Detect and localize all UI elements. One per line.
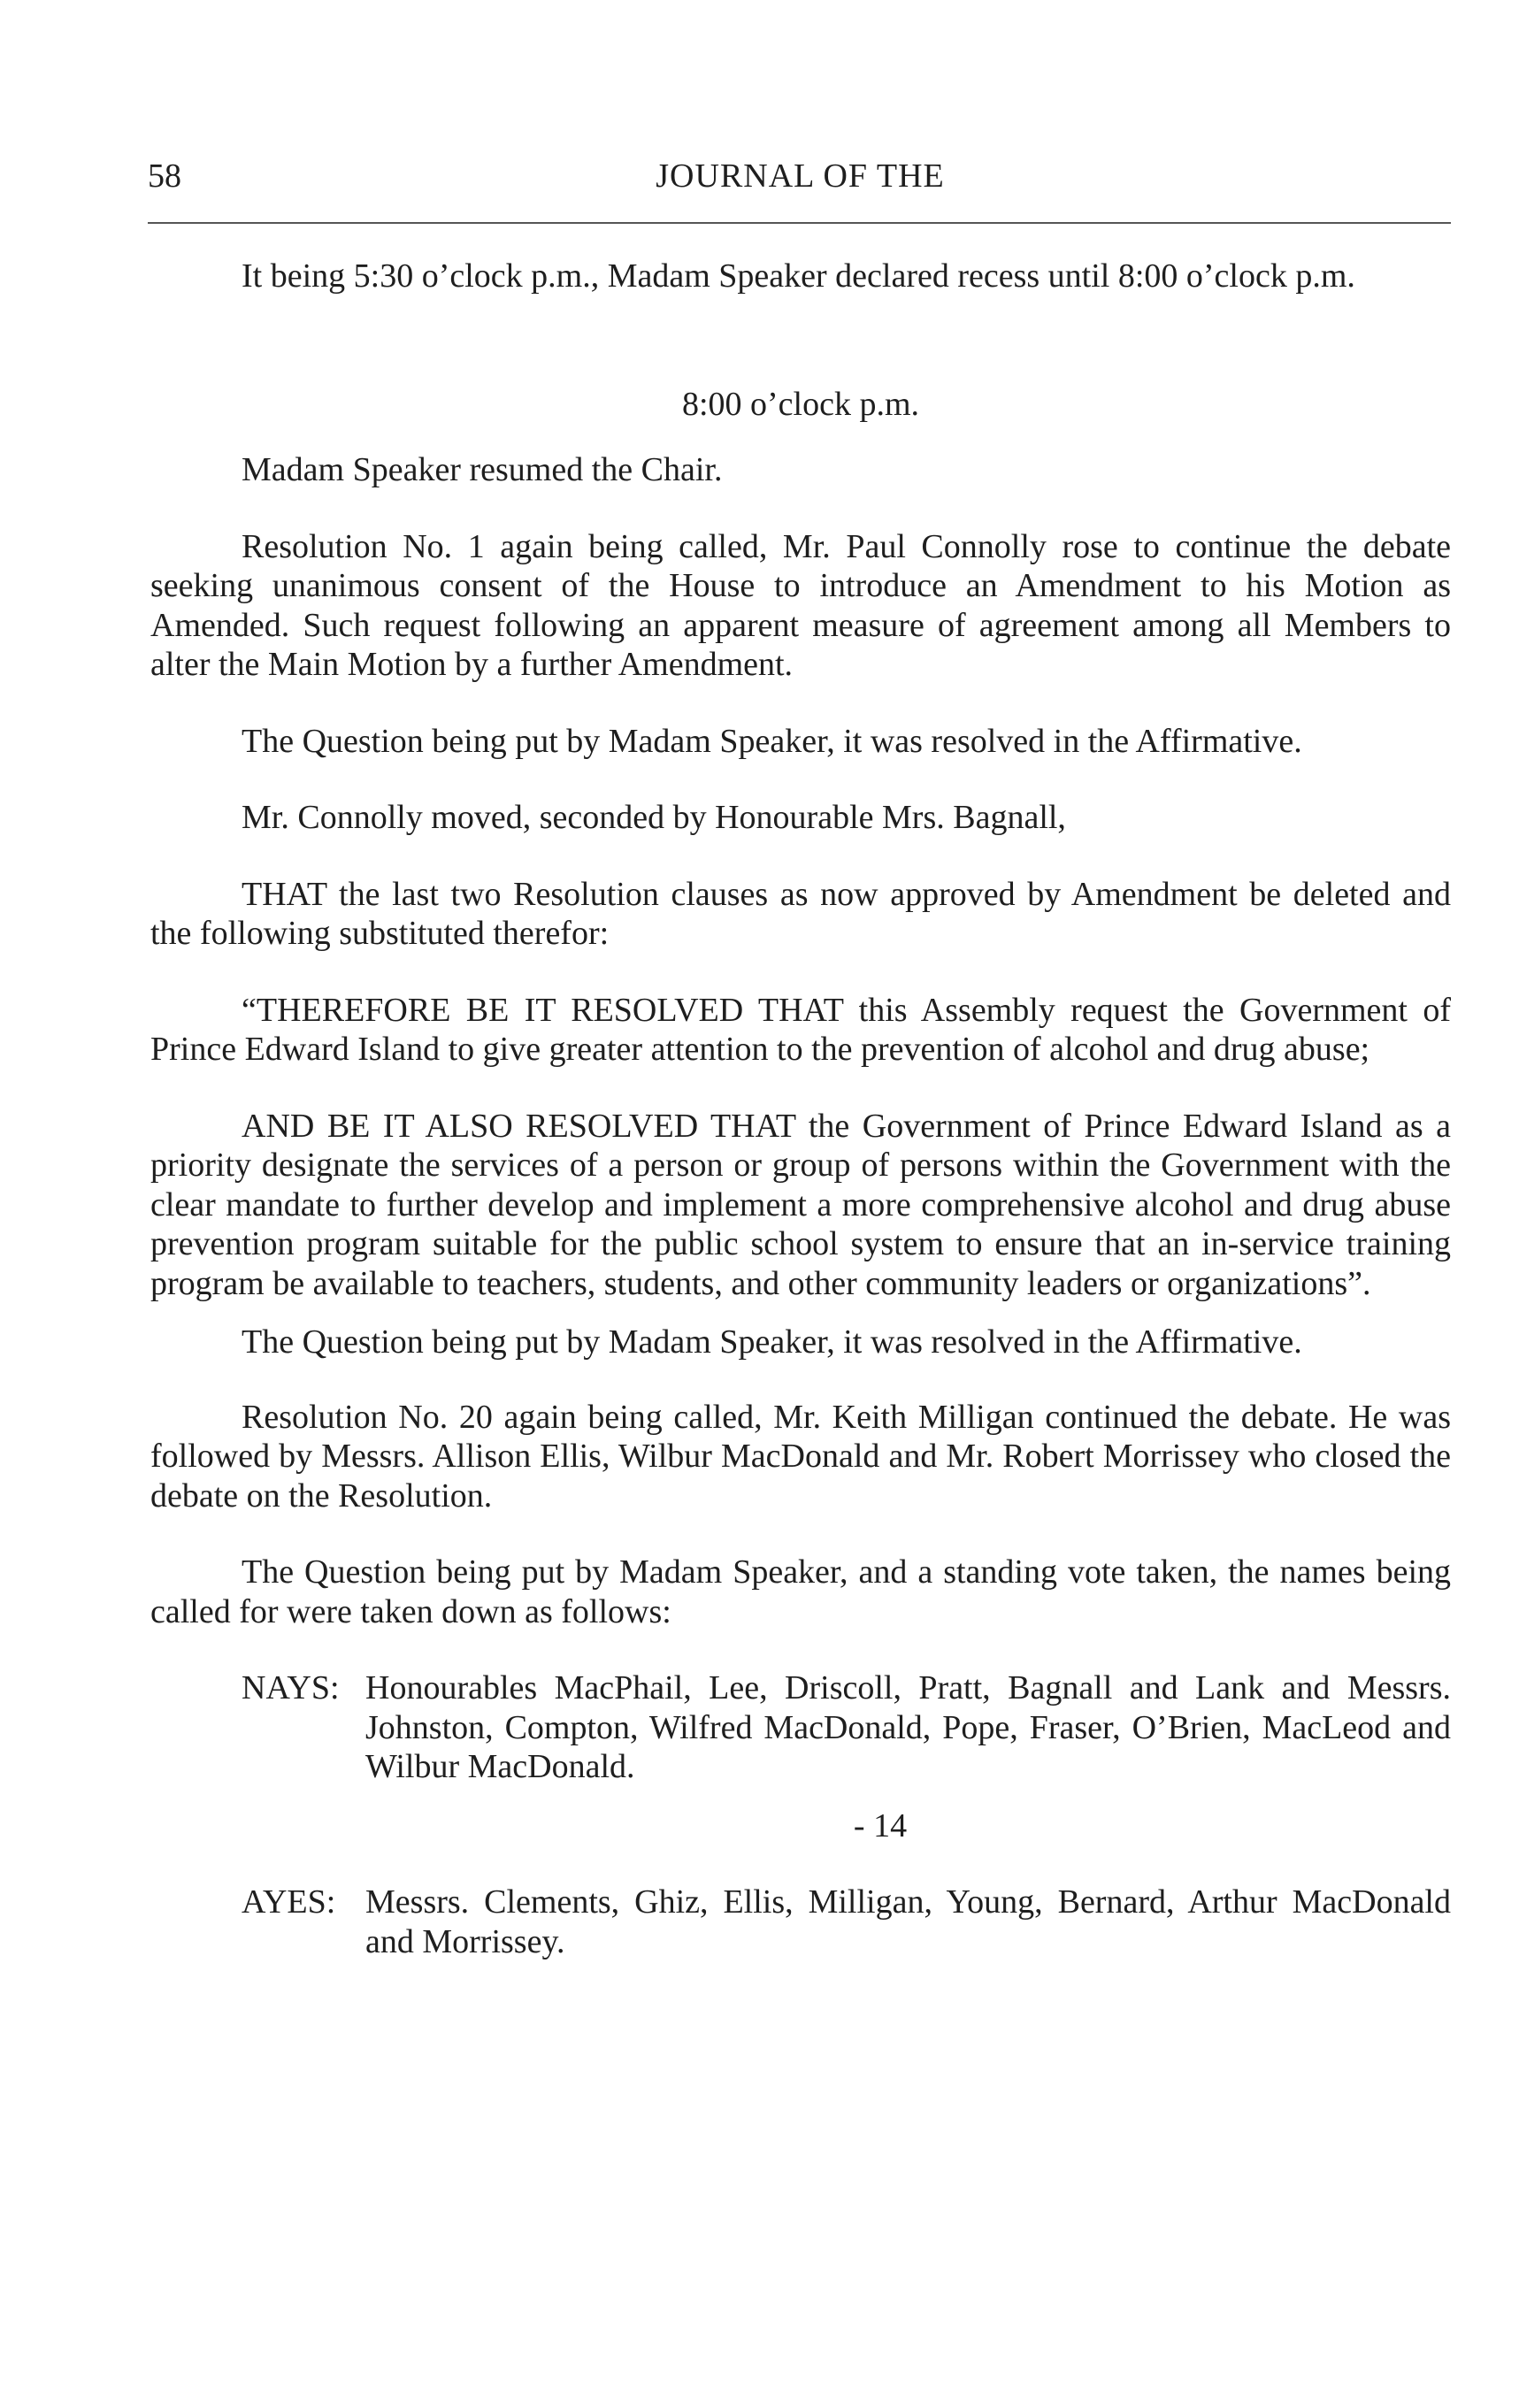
nays-label: NAYS: [242, 1669, 340, 1706]
therefore-clause-paragraph: “THEREFORE BE IT RESOLVED THAT this Assembly request the Government of Prince Edward Island to give greater attention to the prevention of alcohol and drug abuse; [150, 991, 1451, 1068]
ayes-label: AYES: [242, 1883, 336, 1921]
resolution-20-paragraph: Resolution No. 20 again being called, Mr. Keith Milligan continued the debate. He was followed by Messrs. Allison Ellis, Wilbur MacDonald and Mr. Robert Morrissey who closed the debate on the Resolution. [150, 1398, 1451, 1515]
page-header [148, 155, 1453, 201]
page-number: 58 [148, 157, 181, 195]
nays-names: Honourables MacPhail, Lee, Driscoll, Pratt, Bagnall and Lank and Messrs. Johnston, Compton, Wilfred MacDonald, Pope, Fraser, O’Brien, MacLeod and Wilbur MacDonald. [365, 1669, 1451, 1785]
nays-block [242, 1668, 1451, 1787]
question-paragraph-3: The Question being put by Madam Speaker, and a standing vote taken, the names being called for were taken down as follows: [150, 1553, 1451, 1630]
question-paragraph-2: The Question being put by Madam Speaker, it was resolved in the Affirmative. [242, 1323, 1302, 1361]
moved-paragraph: Mr. Connolly moved, seconded by Honourable Mrs. Bagnall, [242, 799, 1066, 836]
journal-body [150, 257, 1451, 1961]
also-resolved-clause-paragraph: AND BE IT ALSO RESOLVED THAT the Government of Prince Edward Island as a priority designate the services of a person or group of persons within the Government with the clear mandate to further develop and implement a more comprehensive alcohol and drug abuse prevention program suitable for the public school system to ensure that an in-service training program be available to teachers, students, and other community leaders or organizations”. [150, 1107, 1451, 1302]
header-rule [148, 222, 1451, 224]
recess-paragraph: It being 5:30 o’clock p.m., Madam Speaker declared recess until 8:00 o’clock p.m. [242, 257, 1355, 295]
that-clause-paragraph: THAT the last two Resolution clauses as now approved by Amendment be deleted and the following substituted therefor: [150, 875, 1451, 952]
ayes-block [242, 1883, 1451, 1961]
resumed-paragraph: Madam Speaker resumed the Chair. [242, 451, 723, 488]
running-head: JOURNAL OF THE [656, 157, 945, 195]
resolution-1-paragraph: Resolution No. 1 again being called, Mr. Paul Connolly rose to continue the debate seeking unanimous consent of the House to introduce an Amendment to his Motion as Amended. Such request following an apparent measure of agreement among all Members to alter the Main Motion by a further Amendment. [150, 527, 1451, 683]
ayes-names: Messrs. Clements, Ghiz, Ellis, Milligan, Young, Bernard, Arthur MacDonald and Morrissey. [365, 1883, 1451, 1960]
nays-count: - 14 [853, 1806, 908, 1844]
question-paragraph-1: The Question being put by Madam Speaker, it was resolved in the Affirmative. [242, 722, 1302, 760]
time-heading: 8:00 o’clock p.m. [681, 385, 920, 423]
